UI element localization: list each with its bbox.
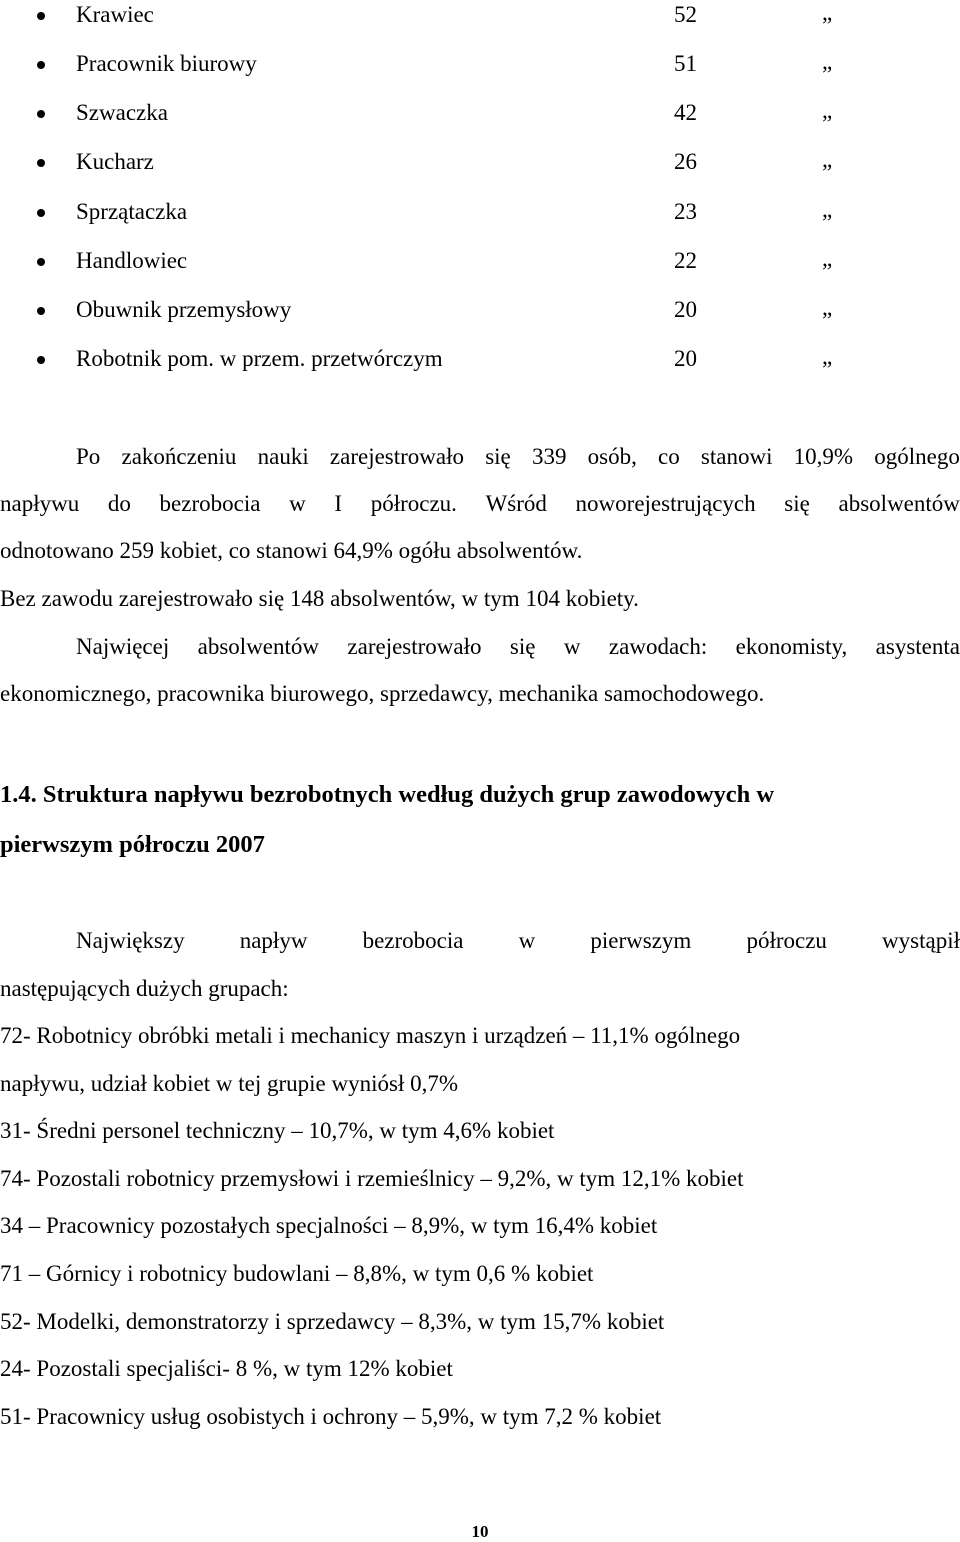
graduates-para-line-1 [0, 444, 960, 470]
word: zakończeniu [121, 444, 237, 469]
list-item-ditto: „ [822, 49, 833, 74]
word: absolwentów [197, 634, 320, 659]
word: asystenta [875, 634, 960, 659]
word: bezrobocia [362, 928, 464, 953]
list-item-value: 20 [674, 297, 697, 322]
section-heading-line-2: pierwszym półroczu 2007 [0, 831, 265, 858]
word: napływ [239, 928, 308, 953]
section-heading-line-1: 1.4. Struktura napływu bezrobotnych według dużych grup zawodowych w [0, 781, 775, 808]
bullet-icon [37, 258, 45, 266]
list-item-label: Kucharz [76, 149, 154, 174]
word: osób, [587, 444, 637, 469]
list-item [0, 51, 960, 81]
list-item [0, 297, 960, 327]
word: ekonomisty, [735, 634, 848, 659]
word: Po [76, 444, 101, 469]
list-item-label: Robotnik pom. w przem. przetwórczym [76, 346, 443, 371]
list-item [0, 346, 960, 376]
bullet-icon [37, 159, 45, 167]
word: nauki [257, 444, 309, 469]
graduates-para-line-4: Bez zawodu zarejestrowało się 148 absolwentów, w tym 104 kobiety. [0, 586, 639, 611]
word: w [563, 634, 581, 659]
bullet-icon [37, 61, 45, 69]
list-item-label: Handlowiec [76, 248, 188, 273]
bullet-icon [37, 110, 45, 118]
group-line: 34 – Pracownicy pozostałych specjalności – 8,9%, w tym 16,4% kobiet [0, 1213, 658, 1238]
list-item-value: 52 [674, 2, 697, 27]
word: 339 [531, 444, 567, 469]
group-line: 31- Średni personel techniczny – 10,7%, w tym 4,6% kobiet [0, 1118, 555, 1143]
list-item-ditto: „ [822, 98, 833, 123]
list-item [0, 248, 960, 278]
word: zarejestrowało [329, 444, 464, 469]
group-line: 24- Pozostali specjaliści- 8 %, w tym 12% kobiet [0, 1356, 453, 1381]
word: się [485, 444, 511, 469]
word: bezrobocia [159, 491, 261, 516]
group-line: 74- Pozostali robotnicy przemysłowi i rzemieślnicy – 9,2%, w tym 12,1% kobiet [0, 1166, 744, 1191]
list-item-label: Obuwnik przemysłowy [76, 297, 292, 322]
list-item-ditto: „ [822, 197, 833, 222]
graduates-para-line-6: ekonomicznego, pracownika biurowego, sprzedawcy, mechanika samochodowego. [0, 681, 765, 706]
list-item-value: 42 [674, 100, 697, 125]
list-item-label: Pracownik biurowy [76, 51, 257, 76]
intro-line-1 [0, 928, 960, 954]
word: I [334, 491, 343, 516]
list-item-ditto: „ [822, 0, 833, 25]
word: w [518, 928, 536, 953]
word: absolwentów [838, 491, 960, 516]
group-line: 51- Pracownicy usług osobistych i ochrony – 5,9%, w tym 7,2 % kobiet [0, 1404, 662, 1429]
list-item-value: 26 [674, 149, 697, 174]
bullet-icon [37, 307, 45, 315]
word: zarejestrowało [347, 634, 482, 659]
group-line: 71 – Górnicy i robotnicy budowlani – 8,8%, w tym 0,6 % kobiet [0, 1261, 594, 1286]
list-item-label: Krawiec [76, 2, 154, 27]
graduates-para-line-2 [0, 491, 960, 517]
list-item-label: Sprzątaczka [76, 199, 188, 224]
bullet-icon [37, 12, 45, 20]
list-item-value: 51 [674, 51, 697, 76]
word: co [658, 444, 680, 469]
word: wystąpił [882, 928, 960, 953]
word: w [289, 491, 306, 516]
word: zawodach: [608, 634, 708, 659]
group-line: napływu, udział kobiet w tej grupie wyniósł 0,7% [0, 1071, 459, 1096]
list-item-ditto: „ [822, 344, 833, 369]
intro-line-2: następujących dużych grupach: [0, 976, 289, 1001]
word: noworejestrujących [575, 491, 756, 516]
word: stanowi [700, 444, 773, 469]
bullet-icon [37, 209, 45, 217]
group-line: 52- Modelki, demonstratorzy i sprzedawcy – 8,3%, w tym 15,7% kobiet [0, 1309, 665, 1334]
bullet-icon [37, 356, 45, 364]
word: ogólnego [874, 444, 960, 469]
word: napływu [0, 491, 80, 516]
word: Największy [76, 928, 185, 953]
page-number: 10 [471, 1522, 489, 1541]
word: 10,9% [793, 444, 854, 469]
list-item [0, 149, 960, 179]
list-item [0, 199, 960, 229]
word: Najwięcej [76, 634, 170, 659]
word: się [784, 491, 810, 516]
list-item-value: 20 [674, 346, 697, 371]
word: półroczu [746, 928, 827, 953]
list-item-value: 22 [674, 248, 697, 273]
word: się [509, 634, 536, 659]
list-item-ditto: „ [822, 147, 833, 172]
list-item-label: Szwaczka [76, 100, 168, 125]
word: półroczu. [370, 491, 457, 516]
word: pierwszym [590, 928, 692, 953]
list-item-ditto: „ [822, 295, 833, 320]
word: do [107, 491, 131, 516]
list-item-ditto: „ [822, 246, 833, 271]
graduates-para-line-3: odnotowano 259 kobiet, co stanowi 64,9% ogółu absolwentów. [0, 538, 583, 563]
list-item-value: 23 [674, 199, 697, 224]
list-item [0, 100, 960, 130]
graduates-para-line-5 [0, 634, 960, 660]
group-line: 72- Robotnicy obróbki metali i mechanicy maszyn i urządzeń – 11,1% ogólnego [0, 1023, 741, 1048]
word: Wśród [485, 491, 547, 516]
list-item [0, 2, 960, 32]
